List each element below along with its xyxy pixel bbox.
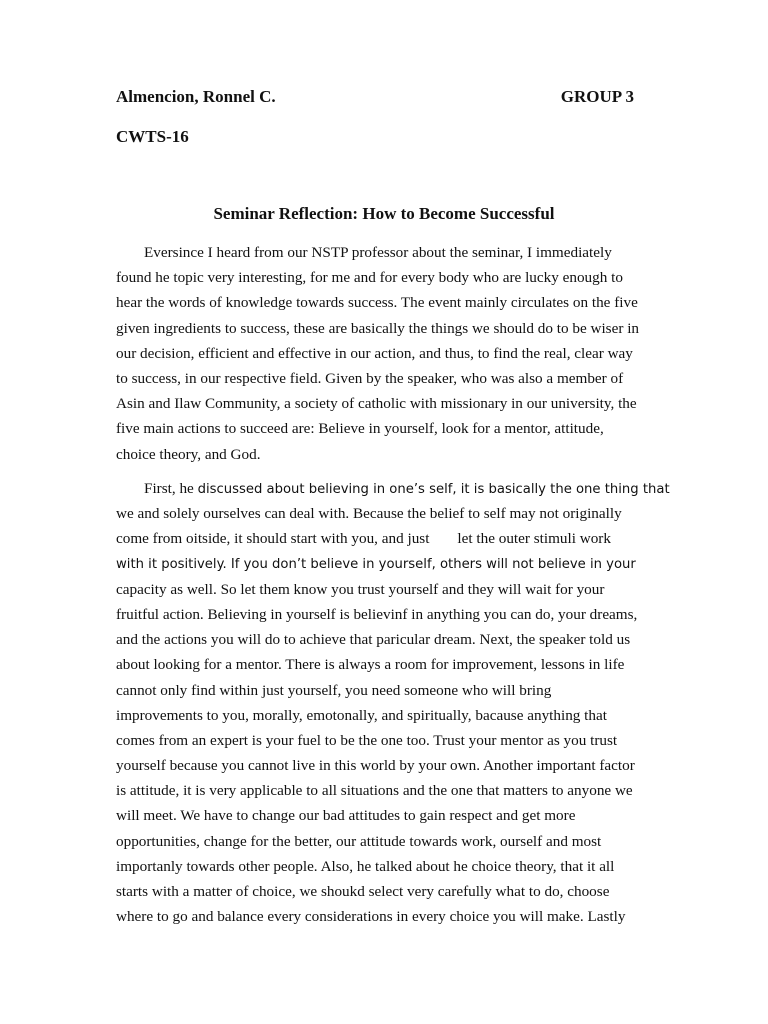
text-fragment: discussed about believing in one’s self, it is basically the one thing that xyxy=(197,482,670,497)
paragraph-line: five main actions to succeed are: Believe in yourself, look for a mentor, attitude, xyxy=(116,420,604,438)
paragraph-line: opportunities, change for the better, our attitude towards work, ourself and most xyxy=(116,832,602,850)
paragraph-line: choice theory, and God. xyxy=(116,445,261,463)
paragraph-line: to success, in our respective field. Given by the speaker, who was also a member of xyxy=(116,369,624,387)
paragraph-line: we and solely ourselves can deal with. Because the belief to self may not originally xyxy=(116,505,622,523)
paragraph-line: Asin and Ilaw Community, a society of catholic with missionary in our university, the xyxy=(116,395,637,413)
author-name: Almencion, Ronnel C. xyxy=(116,87,276,106)
paragraph-line: cannot only find within just yourself, you need someone who will bring xyxy=(116,681,552,699)
paragraph-line: will meet. We have to change our bad attitudes to gain respect and get more xyxy=(116,807,576,825)
paragraph-line: capacity as well. So let them know you trust yourself and they will wait for your xyxy=(116,580,605,598)
paragraph-line: starts with a matter of choice, we shoukd select very carefully what to do, choose xyxy=(116,883,610,900)
paragraph-line: is attitude, it is very applicable to all situations and the one that matters to anyone we xyxy=(116,782,633,800)
paragraph-line: importanly towards other people. Also, he talked about he choice theory, that it all xyxy=(116,857,615,875)
header-row xyxy=(116,86,634,110)
paragraph-line: given ingredients to success, these are basically the things we should do to be wiser in xyxy=(116,319,640,337)
paragraph-line xyxy=(116,526,656,551)
paragraph-1 xyxy=(116,240,656,467)
document-title: Seminar Reflection: How to Become Successful xyxy=(213,204,555,223)
paragraph-line: and the actions you will do to achieve that paricular dream. Next, the speaker told us xyxy=(116,631,631,649)
paragraph-line: with it positively. If you don’t believe in yourself, others will not believe in your xyxy=(116,556,636,572)
group-label: GROUP 3 xyxy=(560,87,634,106)
paragraph-line: found he topic very interesting, for me and for every body who are lucky enough to xyxy=(116,269,623,287)
text-fragment: come from oitside, it should start with you, and just xyxy=(116,530,430,548)
paragraph-line: hear the words of knowledge towards success. The event mainly circulates on the five xyxy=(116,294,638,312)
text-fragment: let the outer stimuli work xyxy=(457,530,611,548)
paragraph-line: Eversince I heard from our NSTP professor about the seminar, I immediately xyxy=(144,244,612,261)
paragraph-line: comes from an expert is your fuel to be the one too. Trust your mentor as you trust xyxy=(116,731,618,749)
paragraph-line: our decision, efficient and effective in our action, and thus, to find the real, clear way xyxy=(116,344,633,362)
paragraph-line: improvements to you, morally, emotonally, and spiritually, bacause anything that xyxy=(116,706,607,724)
text-fragment: First, he xyxy=(144,480,194,497)
paragraph-line: yourself because you cannot live in this world by your own. Another important factor xyxy=(116,757,635,775)
section-code: CWTS-16 xyxy=(116,127,189,146)
paragraph-line: about looking for a mentor. There is always a room for improvement, lessons in life xyxy=(116,656,625,674)
paragraph-line: fruitful action. Believing in yourself is believinf in anything you can do, your dreams, xyxy=(116,605,638,623)
paragraph-line xyxy=(116,476,670,501)
paragraph-line: where to go and balance every considerations in every choice you will make. Lastly xyxy=(116,908,626,926)
paragraph-2 xyxy=(116,476,670,929)
